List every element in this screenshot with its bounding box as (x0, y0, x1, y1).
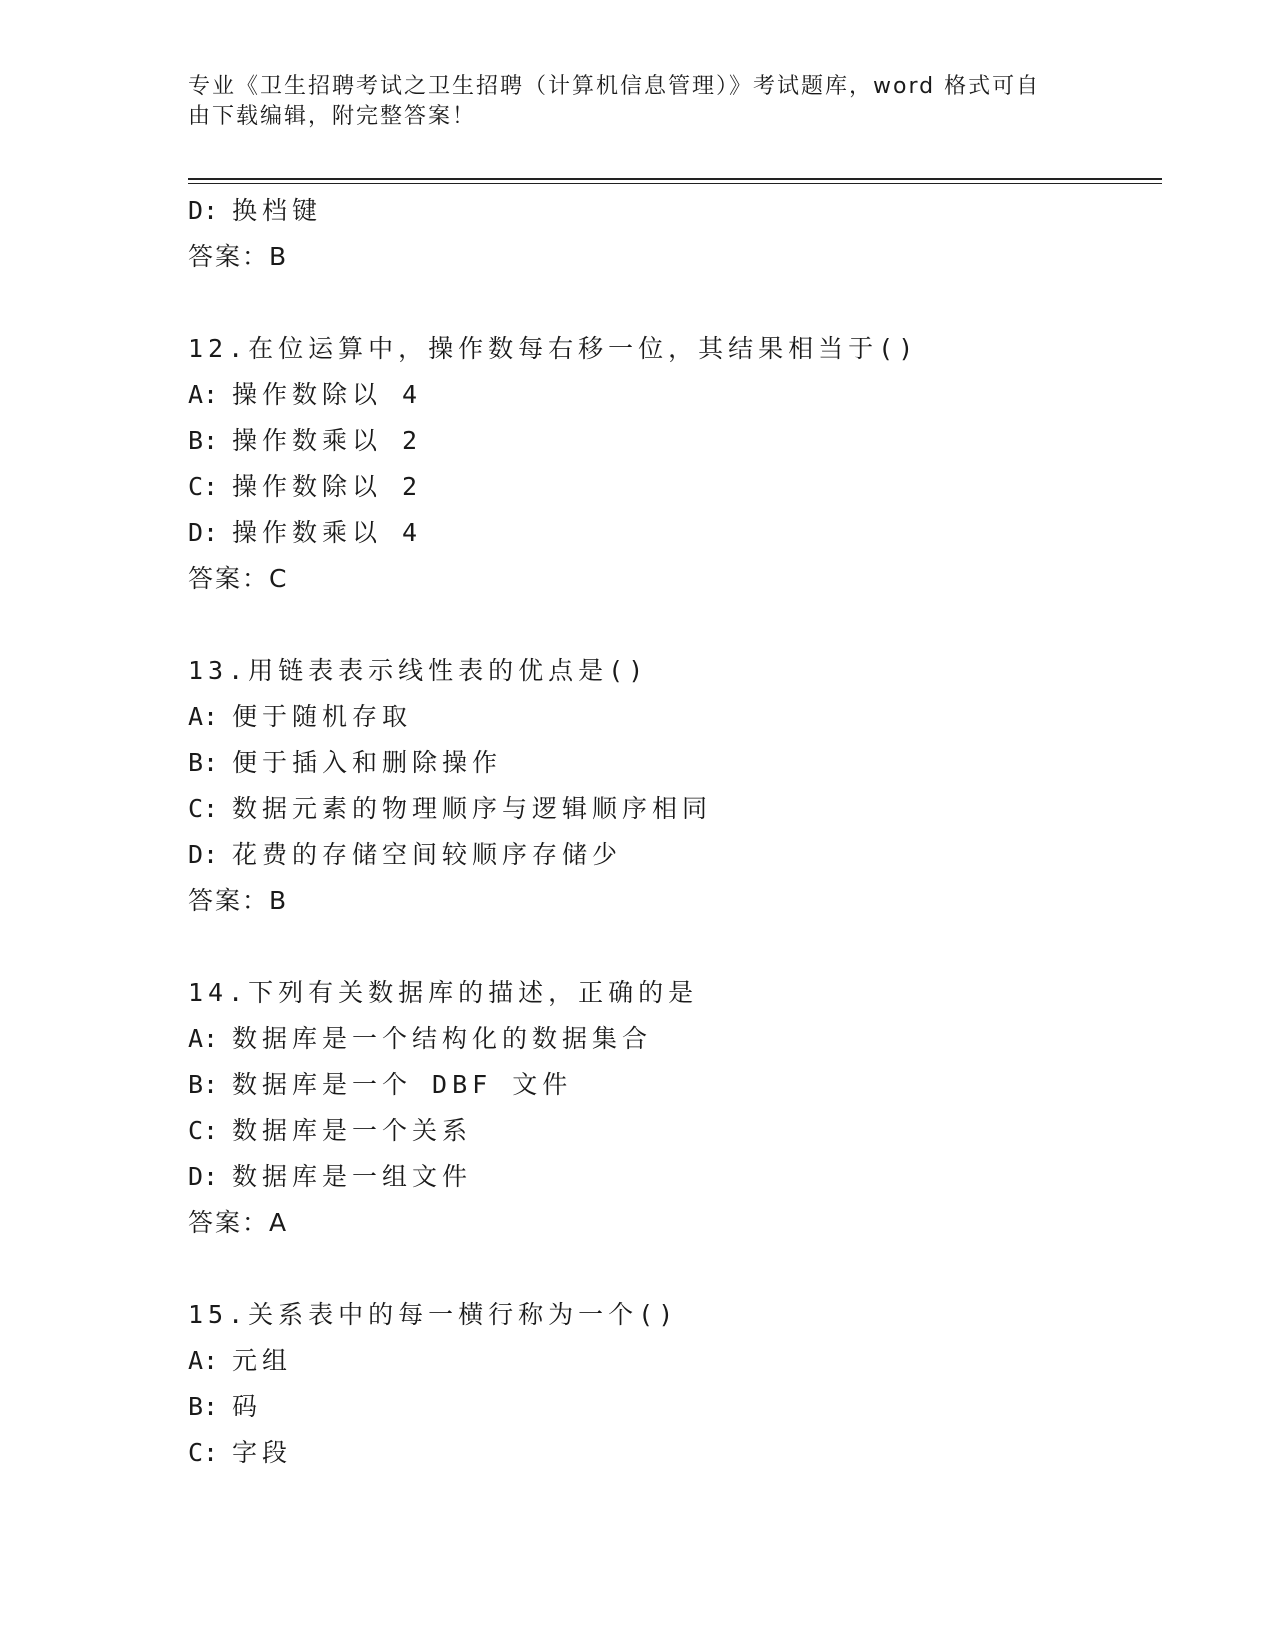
question-15-option-a (188, 1338, 1162, 1384)
option-label: B: (188, 426, 219, 455)
question-12-option-c (188, 464, 1162, 510)
document-body (188, 188, 1162, 1476)
header-line-2: 由下载编辑，附完整答案！ (188, 104, 477, 129)
option-label: B: (188, 1070, 219, 1099)
header-line-1: 专业《卫生招聘考试之卫生招聘（计算机信息管理）》考试题库，word 格式可自 (188, 74, 1041, 99)
option-text: 字段 (232, 1438, 293, 1467)
previous-question-option-d (188, 188, 1162, 234)
option-label: D: (188, 196, 219, 225)
option-text: 花费的存储空间较顺序存储少 (232, 840, 623, 869)
option-text: 数据库是一个关系 (232, 1116, 473, 1145)
question-15-option-c (188, 1430, 1162, 1476)
question-13-option-c (188, 786, 1162, 832)
question-13-stem: 13.用链表表示线性表的优点是() (188, 656, 649, 685)
question-13-answer: 答案：B (188, 886, 289, 915)
option-label: A: (188, 380, 219, 409)
question-14-option-d (188, 1154, 1162, 1200)
option-text: 操作数除以 2 (232, 472, 423, 501)
question-13-option-b (188, 740, 1162, 786)
option-text: 便于随机存取 (232, 702, 413, 731)
question-14-stem: 14.下列有关数据库的描述，正确的是 (188, 978, 699, 1007)
option-text: 数据库是一个结构化的数据集合 (232, 1024, 653, 1053)
option-text: 数据库是一组文件 (232, 1162, 473, 1191)
spacer (188, 602, 1162, 648)
question-12-stem: 12.在位运算中，操作数每右移一位，其结果相当于() (188, 334, 919, 363)
option-text: 换档键 (232, 196, 323, 225)
option-text: 操作数乘以 2 (232, 426, 423, 455)
question-12-option-d (188, 510, 1162, 556)
option-text: 操作数乘以 4 (232, 518, 423, 547)
document-header (188, 72, 1088, 132)
option-label: D: (188, 518, 219, 547)
option-label: C: (188, 472, 219, 501)
option-label: A: (188, 1346, 219, 1375)
question-12-option-a (188, 372, 1162, 418)
option-text: 数据库是一个 DBF 文件 (232, 1070, 573, 1099)
option-label: D: (188, 840, 219, 869)
option-text: 元组 (232, 1346, 293, 1375)
question-15-stem: 15.关系表中的每一横行称为一个() (188, 1300, 679, 1329)
option-text: 操作数除以 4 (232, 380, 423, 409)
option-text: 便于插入和删除操作 (232, 748, 503, 777)
option-label: C: (188, 794, 219, 823)
question-14-answer: 答案：A (188, 1208, 289, 1237)
option-label: B: (188, 748, 219, 777)
header-divider-thick (188, 178, 1162, 180)
previous-question-answer: 答案：B (188, 242, 289, 271)
option-text: 码 (232, 1392, 263, 1421)
question-14-option-a (188, 1016, 1162, 1062)
question-12-answer: 答案：C (188, 564, 289, 593)
option-label: A: (188, 1024, 219, 1053)
option-label: A: (188, 702, 219, 731)
option-label: C: (188, 1116, 219, 1145)
question-14-option-b (188, 1062, 1162, 1108)
option-label: D: (188, 1162, 219, 1191)
question-14-option-c (188, 1108, 1162, 1154)
question-15-option-b (188, 1384, 1162, 1430)
option-label: C: (188, 1438, 219, 1467)
question-12-option-b (188, 418, 1162, 464)
spacer (188, 280, 1162, 326)
question-13-option-d (188, 832, 1162, 878)
spacer (188, 924, 1162, 970)
option-label: B: (188, 1392, 219, 1421)
option-text: 数据元素的物理顺序与逻辑顺序相同 (232, 794, 713, 823)
spacer (188, 1246, 1162, 1292)
question-13-option-a (188, 694, 1162, 740)
header-divider-thin (188, 183, 1162, 184)
